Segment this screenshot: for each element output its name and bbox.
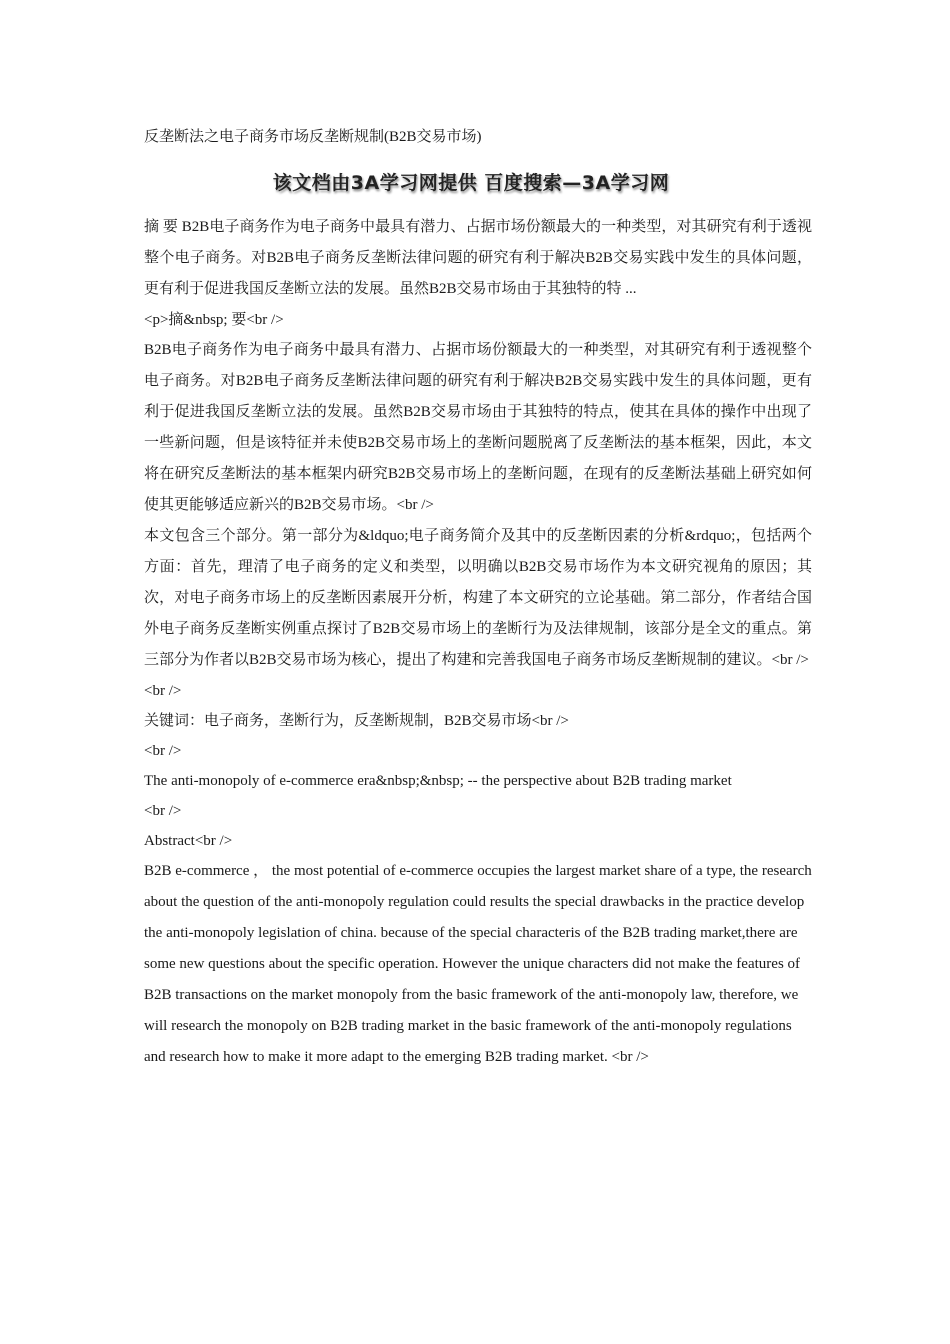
- raw-tag-line: <p>摘&nbsp; 要<br />: [144, 312, 284, 328]
- abstract-label: Abstract<br />: [144, 833, 233, 849]
- keywords-line: 关键词：电子商务，垄断行为，反垄断规制，B2B交易市场<br />: [144, 713, 569, 729]
- break-line: <br />: [144, 743, 182, 759]
- abstract-cn-paragraph: B2B电子商务作为电子商务中最具有潜力、占据市场份额最大的一种类型，对其研究有利于透视整个电子商务。对B2B电子商务反垄断法律问题的研究有利于解决B2B交易实践中发生的具体问题，更有利于促进我国反垄断立法的发展。虽然B2B交易市场由于其独特的特点，使其在具体的操作中出现了一些新问题，但是该特征并未使B2B交易市场上的垄断问题脱离了反垄断法的基本框架，因此，本文将在研究反垄断法的基本框架内研究B2B交易市场上的垄断问题，在现有的反垄断法基础上研究如何使其更能够适应新兴的B2B交易市场。<br />: [144, 342, 812, 513]
- summary-paragraph: 摘 要 B2B电子商务作为电子商务中最具有潜力、占据市场份额最大的一种类型，对其研究有利于透视整个电子商务。对B2B电子商务反垄断法律问题的研究有利于解决B2B交易实践中发生的具体问题，更有利于促进我国反垄断立法的发展。虽然B2B交易市场由于其独特的特 ...: [144, 219, 812, 297]
- english-title-line: The anti-monopoly of e-commerce era&nbsp;&nbsp; -- the perspective about B2B trading market: [144, 773, 732, 789]
- document-title: 反垄断法之电子商务市场反垄断规制(B2B交易市场): [144, 129, 482, 145]
- break-line: <br />: [144, 803, 182, 819]
- watermark-banner: 该文档由3A学习网提供 百度搜索—3A学习网: [272, 172, 670, 194]
- document-page: [144, 126, 812, 1073]
- break-line: <br />: [144, 683, 182, 699]
- structure-cn-paragraph: 本文包含三个部分。第一部分为&ldquo;电子商务简介及其中的反垄断因素的分析&rdquo;，包括两个方面：首先，理清了电子商务的定义和类型，以明确以B2B交易市场作为本文研究视角的原因；其次，对电子商务市场上的反垄断因素展开分析，构建了本文研究的立论基础。第二部分，作者结合国外电子商务反垄断实例重点探讨了B2B交易市场上的垄断行为及法律规制，该部分是全文的重点。第三部分为作者以B2B交易市场为核心，提出了构建和完善我国电子商务市场反垄断规制的建议。<br />: [144, 528, 812, 668]
- abstract-en-paragraph: B2B e-commerce ， the most potential of e-commerce occupies the largest market share of a type, the research about the question of the anti-monopoly regulation could results the special drawbacks in the practice develop the anti-monopoly legislation of china. because of the special characteris of the B2B trading market,there are some new questions about the specific operation. However the unique characters did not make the features of B2B transactions on the market monopoly from the basic framework of the anti-monopoly law, therefore, we will research the monopoly on B2B trading market in the basic framework of the anti-monopoly regulations and research how to make it more adapt to the emerging B2B trading market. <br />: [144, 863, 812, 1065]
